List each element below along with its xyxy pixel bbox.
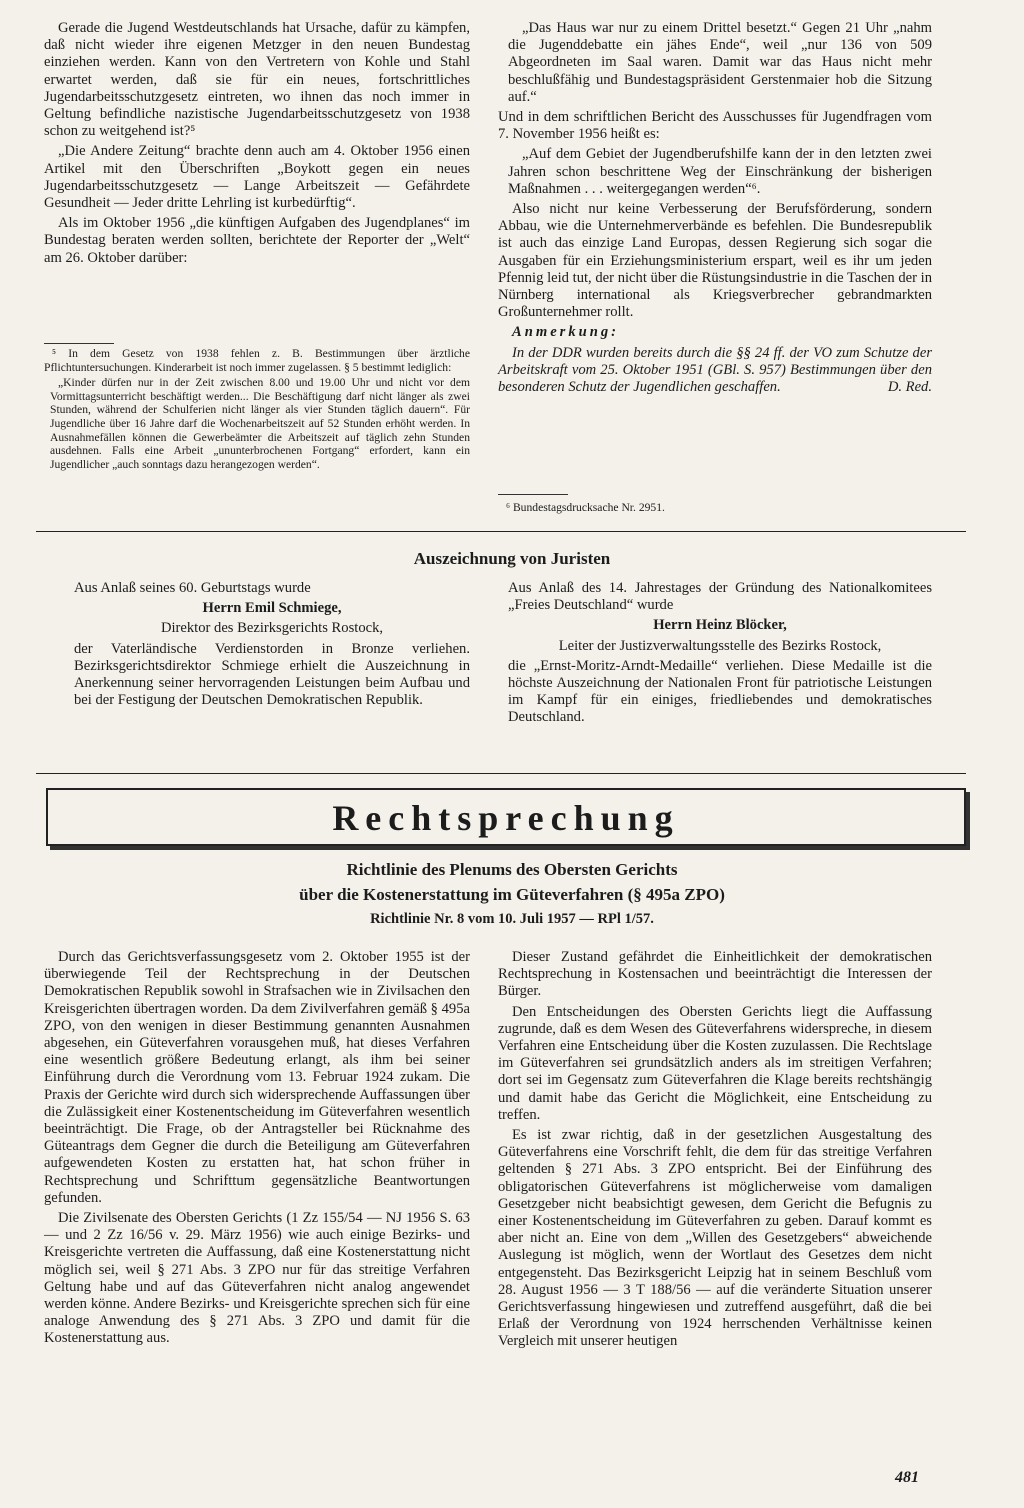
editor-signature: D. Red. bbox=[887, 379, 932, 396]
award-right-text: die „Ernst-Moritz-Arndt-Medaille“ verliehen. Diese Medaille ist die höchste Auszeichnung der Nationalen Front für patriotische Leistungen im Kampf für ein einiges, friedliebendes und demokratisches Deutschland. bbox=[508, 657, 932, 726]
award-right-intro: Aus Anlaß des 14. Jahrestages der Gründung des Nationalkomitees „Freies Deutschland“ wurde bbox=[508, 580, 932, 614]
award-heading: Auszeichnung von Juristen bbox=[413, 549, 611, 568]
honoree-role-schmiege: Direktor des Bezirksgerichts Rostock, bbox=[160, 620, 384, 637]
directive-right-column bbox=[498, 949, 932, 1354]
quote-paragraph: „Das Haus war nur zu einem Drittel besetzt.“ Gegen 21 Uhr „nahm die Jugenddebatte ein jähes Ende“, weil „nur 136 von 509 Abgeordneten im Saal waren. Damit war das Haus nicht mehr beschlußfähig und Bundestagspräsident Gerstenmaier hob die Sitzung auf.“ bbox=[508, 20, 932, 105]
honoree-name-schmiege: Herrn Emil Schmiege, bbox=[202, 600, 342, 617]
section-banner bbox=[46, 788, 966, 846]
footnote-5 bbox=[44, 347, 470, 473]
directive-left-column bbox=[44, 949, 470, 1351]
top-left-column bbox=[44, 20, 470, 270]
body-paragraph: Den Entscheidungen des Obersten Gerichts liegt die Auffassung zugrunde, daß es dem Wesen des Güteverfahrens widerspreche, in diesem Verfahren eine Entscheidung über die Kosten zuzulassen. Die Rechtslage im Güteverfahren sei grundsätzlich anders als im streitigen Verfahren; dort sei im Gegensatz zum Güteverfahren die Klage bereits rechtshängig und damit habe das Gericht die Möglichkeit, eine Entscheidung zu treffen. bbox=[498, 1003, 932, 1123]
page-number: 481 bbox=[895, 1469, 919, 1486]
body-paragraph: Also nicht nur keine Verbesserung der Berufsförderung, sondern Abbau, wie die Unternehmerverbände es befehlen. Die Bundesrepublik ist auch das einzige Land Europas, dessen Regierung sich sogar die Ausgaben für ein Erziehungsministerium erspart, weil es ihr um jeden Pfennig leid tut, der nicht über die Rüstungsindustrie in die Taschen der in Nürnberg international als Kriegsverbrecher gebrandmarkten Großunternehmer rollt. bbox=[498, 201, 932, 321]
footnote-separator bbox=[498, 494, 568, 495]
honoree-name-bloecker: Herrn Heinz Blöcker, bbox=[653, 617, 787, 634]
honoree-role-bloecker: Leiter der Justizverwaltungsstelle des Bezirks Rostock, bbox=[558, 637, 882, 654]
footnote-6 bbox=[498, 501, 932, 517]
body-paragraph: „Die Andere Zeitung“ brachte denn auch am 4. Oktober 1956 einen Artikel mit den Überschriften „Boykott gegen ein neues Jugendarbeitsschutzgesetz — Lange Arbeitszeit — Gefährdete Gesundheit — Jeder dritte Lehrling ist kurbedürftig“. bbox=[44, 143, 470, 212]
body-paragraph: Als im Oktober 1956 „die künftigen Aufgaben des Jugendplanes“ im Bundestag beraten werden sollten, berichtete der Reporter der „Welt“ am 26. Oktober darüber: bbox=[44, 215, 470, 266]
section-divider bbox=[36, 531, 966, 532]
footnote-quote: „Kinder dürfen nur in der Zeit zwischen 8.00 und 19.00 Uhr und nicht vor dem Vormittagsunterricht beschäftigt werden... Die Beschäftigung darf nicht länger als zwei Stunden, während der Schulferien nicht länger als vier Stunden täglich dauern“. Für Jugendliche über 16 Jahre darf die Wochenarbeitszeit auf 52 Stunden erhöht werden. In Ausnahmefällen können die Gewerbeämter die Arbeitszeit auf täglich zehn Stunden ausdehnen. Falls eine Arbeit „ununterbrochenen Fortgang“ erfordert, kann ein Jugendlicher „auch sonntags dazu herangezogen werden“. bbox=[50, 376, 470, 471]
footnote-text: ⁶ Bundestagsdrucksache Nr. 2951. bbox=[506, 501, 665, 514]
footnote-intro: ⁵ In dem Gesetz von 1938 fehlen z. B. Bestimmungen über ärztliche Pflichtuntersuchungen. Kinderarbeit ist noch immer zugelassen. § 5 bestimmt lediglich: bbox=[44, 347, 470, 374]
body-paragraph: Die Zivilsenate des Obersten Gerichts (1 Zz 155/54 — NJ 1956 S. 63 — und 2 Zz 16/56 v. 29. März 1956) wie auch einige Bezirks- und Kreisgerichte vertreten die Auffassung, daß eine Kostenerstattung nicht möglich sei, weil § 271 Abs. 3 ZPO nur für das streitige Verfahren Geltung habe und auf das Güteverfahren nicht analog angewendet werden könne. Andere Bezirks- und Kreisgerichte sprechen sich für eine analoge Anwendung des § 271 Abs. 3 ZPO und damit für die Kostenerstattung aus. bbox=[44, 1210, 470, 1347]
section-divider bbox=[36, 773, 966, 774]
quote-paragraph: „Auf dem Gebiet der Jugendberufshilfe kann der in den letzten zwei Jahren schon beschrittene Weg der Einschränkung der bisherigen Maßnahmen . . . weitergegangen werden“⁶. bbox=[508, 146, 932, 197]
annotation-text bbox=[498, 345, 932, 397]
award-left-text: der Vaterländische Verdienstorden in Bronze verliehen. Bezirksgerichtsdirektor Schmiege erhielt die Auszeichnung in Anerkennung seiner hervorragenden Leistungen beim Aufbau und bei der Festigung der Deutschen Demokratischen Republik. bbox=[74, 640, 470, 709]
directive-subtitle: Richtlinie Nr. 8 vom 10. Juli 1957 — RPl 1/57. bbox=[370, 911, 654, 927]
body-paragraph: Durch das Gerichtsverfassungsgesetz vom 2. Oktober 1955 ist der überwiegende Teil der Rechtsprechung in der Deutschen Demokratischen Republik sowohl in Strafsachen wie in Zivilsachen den Kreisgerichten übertragen worden. Da dem Zivilverfahren gemäß § 495a ZPO, von den wenigen in dieser Bestimmung genannten Ausnahmen abgesehen, ein Güteverfahren vorausgehen muß, hat dieses Verfahren eine wesentlich größere Bedeutung erlangt, als ihm bei seiner Einführung durch die Verordnung vom 13. Februar 1924 zukam. Die Praxis der Gerichte wird durch sich widersprechende Auffassungen über die Zulässigkeit einer Kostenentscheidung im Güteverfahren wesentlich beeinträchtigt. Die Frage, ob der Antragsteller bei Rücknahme des Güteantrags dem Gegner die durch die Beteiligung am Güteverfahren aufgewendeten Kosten zu erstatten hat, hat schon früher in Rechtsprechung und Schrifttum gegensätzliche Beantwortungen gefunden. bbox=[44, 949, 470, 1206]
annotation-label: Anmerkung: bbox=[512, 324, 620, 341]
body-paragraph: Dieser Zustand gefährdet die Einheitlichkeit der demokratischen Rechtsprechung in Kostensachen und beeinträchtigt die Interessen der Bürger. bbox=[498, 949, 932, 1000]
award-left-column bbox=[74, 580, 470, 712]
award-right-column bbox=[508, 580, 932, 730]
top-right-column bbox=[498, 20, 932, 399]
body-paragraph: Und in dem schriftlichen Bericht des Ausschusses für Jugendfragen vom 7. November 1956 heißt es: bbox=[498, 109, 932, 143]
annotation-body: In der DDR wurden bereits durch die §§ 24 ff. der VO zum Schutze der Arbeitskraft vom 25. Oktober 1951 (GBl. S. 957) Bestimmungen über den besonderen Schutz der Jugendlichen geschaffen. bbox=[498, 344, 932, 396]
body-paragraph: Gerade die Jugend Westdeutschlands hat Ursache, dafür zu kämpfen, daß nicht wieder ihre eigenen Metzger in den neuen Bundestag einziehen werden. Kann von den Vertretern von Kohle und Stahl erwartet werden, daß sie für ein neues, fortschrittliches Jugendarbeitsschutzgesetz eintreten, wo ihnen das noch immer in Geltung befindliche nazistische Jugendarbeitsschutzgesetz von 1938 schon zu weitgehend ist?⁵ bbox=[44, 20, 470, 140]
directive-title-line2: über die Kostenerstattung im Güteverfahren (§ 495a ZPO) bbox=[299, 885, 725, 904]
body-paragraph: Es ist zwar richtig, daß in der gesetzlichen Ausgestaltung des Güteverfahrens eine Vorschrift fehlt, die dem für das streitige Verfahren geltenden § 271 Abs. 3 ZPO entspricht. Bei der Einführung des obligatorischen Güteverfahrens ist möglicherweise vom damaligen Gesetzgeber nicht beabsichtigt gewesen, dem Gericht die Befugnis zu einer Kostenentscheidung im Güteverfahren zu geben. Darauf kommt es aber nicht an. Eine von dem „Willen des Gesetzgebers“ abweichende Auslegung ist möglich, wenn der Wortlaut des Gesetzes dem nicht entgegensteht. Das Bezirksgericht Leipzig hat in seinem Beschluß vom 28. August 1956 — 3 T 188/56 — auf die veränderte Situation unserer Gerichtsverfassung hingewiesen und zutreffend ausgeführt, daß die bei Erlaß der Verordnung von 1924 herrschenden Verhältnisse keinen Vergleich mit unserer heutigen bbox=[498, 1127, 932, 1350]
section-title: Rechtsprechung bbox=[332, 798, 680, 838]
award-left-intro: Aus Anlaß seines 60. Geburtstags wurde bbox=[74, 580, 311, 596]
directive-title-line1: Richtlinie des Plenums des Obersten Gerichts bbox=[346, 860, 678, 879]
footnote-separator bbox=[44, 343, 114, 344]
